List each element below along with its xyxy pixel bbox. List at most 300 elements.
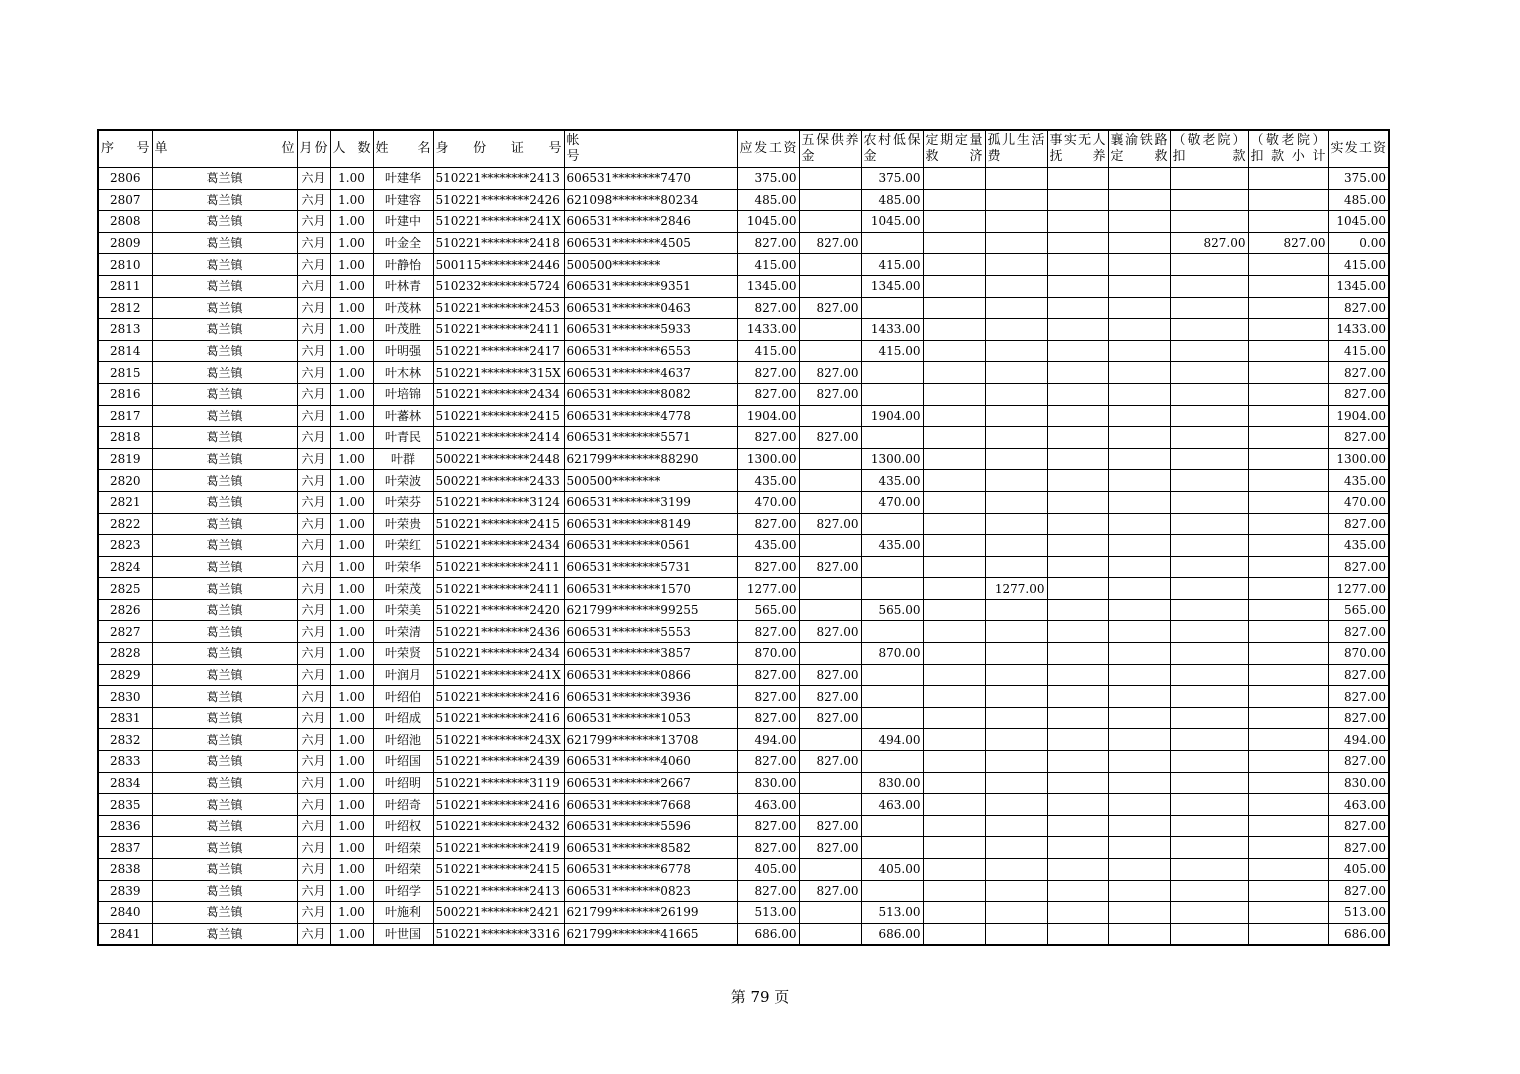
table-cell: 1.00 [330, 923, 373, 945]
table-cell [1170, 815, 1248, 837]
table-cell: 405.00 [861, 859, 923, 881]
table-cell [1108, 621, 1170, 643]
table-cell: 葛兰镇 [152, 383, 297, 405]
table-cell [985, 664, 1047, 686]
table-cell: 六月 [297, 837, 330, 859]
table-cell: 827.00 [799, 707, 861, 729]
table-cell: 2816 [98, 383, 152, 405]
table-cell: 2825 [98, 578, 152, 600]
table-cell: 2824 [98, 556, 152, 578]
table-cell: 葛兰镇 [152, 427, 297, 449]
table-cell: 500221********2421 [433, 902, 564, 924]
table-cell [985, 232, 1047, 254]
table-cell: 513.00 [861, 902, 923, 924]
table-cell [923, 513, 985, 535]
table-cell: 叶青民 [373, 427, 433, 449]
column-header: 帐 号 [564, 130, 737, 168]
table-cell [1170, 599, 1248, 621]
table-cell: 415.00 [737, 254, 799, 276]
table-cell [985, 880, 1047, 902]
table-cell: 1045.00 [1328, 211, 1389, 233]
table-cell [1248, 535, 1328, 557]
table-cell [985, 211, 1047, 233]
table-cell: 1.00 [330, 578, 373, 600]
table-cell [1170, 297, 1248, 319]
table-row [98, 621, 1389, 643]
table-cell [1047, 837, 1108, 859]
table-cell: 六月 [297, 232, 330, 254]
table-cell: 827.00 [799, 815, 861, 837]
table-cell: 510221********2413 [433, 168, 564, 190]
table-cell [1248, 621, 1328, 643]
table-cell: 405.00 [737, 859, 799, 881]
table-cell [799, 902, 861, 924]
table-cell [1108, 556, 1170, 578]
table-cell [985, 362, 1047, 384]
table-cell: 827.00 [1328, 751, 1389, 773]
table-cell [1248, 923, 1328, 945]
table-cell: 六月 [297, 772, 330, 794]
table-cell [1248, 751, 1328, 773]
table-cell [861, 427, 923, 449]
table-cell: 2811 [98, 275, 152, 297]
table-cell: 1.00 [330, 470, 373, 492]
table-cell: 叶蕃林 [373, 405, 433, 427]
table-cell: 827.00 [1328, 837, 1389, 859]
table-cell: 827.00 [799, 556, 861, 578]
table-cell: 1.00 [330, 902, 373, 924]
table-cell: 1904.00 [737, 405, 799, 427]
table-cell: 2828 [98, 643, 152, 665]
table-cell [1047, 578, 1108, 600]
table-cell [1170, 621, 1248, 643]
table-cell [923, 383, 985, 405]
table-cell [1047, 491, 1108, 513]
table-cell [1248, 427, 1328, 449]
table-cell: 1.00 [330, 664, 373, 686]
table-cell: 葛兰镇 [152, 405, 297, 427]
table-cell: 叶荣贵 [373, 513, 433, 535]
table-cell: 565.00 [737, 599, 799, 621]
table-cell [799, 211, 861, 233]
table-cell [799, 729, 861, 751]
table-cell: 叶绍奇 [373, 794, 433, 816]
table-row [98, 340, 1389, 362]
table-cell: 500500******** [564, 254, 737, 276]
table-cell: 510221********2439 [433, 751, 564, 773]
table-cell: 621799********88290 [564, 448, 737, 470]
table-cell: 510221********2416 [433, 707, 564, 729]
table-cell [1108, 837, 1170, 859]
table-cell: 827.00 [737, 362, 799, 384]
table-cell [985, 189, 1047, 211]
table-cell [985, 470, 1047, 492]
table-cell: 葛兰镇 [152, 815, 297, 837]
table-cell: 435.00 [1328, 535, 1389, 557]
table-cell [985, 729, 1047, 751]
table-cell: 510221********2416 [433, 686, 564, 708]
table-cell [861, 815, 923, 837]
table-cell: 375.00 [737, 168, 799, 190]
table-cell: 1904.00 [861, 405, 923, 427]
table-cell: 606531********6778 [564, 859, 737, 881]
table-cell: 葛兰镇 [152, 168, 297, 190]
table-cell: 606531********0823 [564, 880, 737, 902]
table-cell: 2813 [98, 319, 152, 341]
table-cell [1047, 362, 1108, 384]
table-cell [1047, 772, 1108, 794]
table-cell: 2836 [98, 815, 152, 837]
table-cell [1248, 686, 1328, 708]
table-cell: 1.00 [330, 513, 373, 535]
table-cell: 1045.00 [861, 211, 923, 233]
table-cell [1248, 729, 1328, 751]
table-cell [1248, 707, 1328, 729]
table-row [98, 794, 1389, 816]
table-cell [1047, 513, 1108, 535]
table-cell [1170, 470, 1248, 492]
table-cell: 870.00 [861, 643, 923, 665]
table-cell: 827.00 [799, 362, 861, 384]
table-cell: 六月 [297, 556, 330, 578]
table-cell [1170, 427, 1248, 449]
table-row [98, 168, 1389, 190]
table-cell [923, 902, 985, 924]
table-cell: 叶建容 [373, 189, 433, 211]
table-cell: 叶绍学 [373, 880, 433, 902]
table-cell: 463.00 [1328, 794, 1389, 816]
table-cell: 827.00 [1328, 686, 1389, 708]
table-cell: 叶群 [373, 448, 433, 470]
table-row [98, 427, 1389, 449]
table-cell [923, 448, 985, 470]
table-cell [861, 880, 923, 902]
table-cell [1047, 729, 1108, 751]
table-cell [799, 470, 861, 492]
welfare-payment-table [97, 129, 1390, 946]
table-cell: 415.00 [1328, 254, 1389, 276]
table-cell: 2806 [98, 168, 152, 190]
table-cell: 686.00 [737, 923, 799, 945]
table-cell [985, 340, 1047, 362]
table-cell: 六月 [297, 686, 330, 708]
table-cell [923, 707, 985, 729]
table-cell: 606531********5933 [564, 319, 737, 341]
column-header: 姓 名 [373, 130, 433, 168]
table-cell: 1.00 [330, 794, 373, 816]
table-row [98, 643, 1389, 665]
table-cell [799, 448, 861, 470]
table-cell [923, 772, 985, 794]
table-cell: 六月 [297, 729, 330, 751]
table-cell [1047, 923, 1108, 945]
table-cell: 葛兰镇 [152, 513, 297, 535]
table-row [98, 664, 1389, 686]
table-cell: 1.00 [330, 189, 373, 211]
table-cell: 1300.00 [1328, 448, 1389, 470]
table-cell [923, 470, 985, 492]
table-cell [799, 168, 861, 190]
table-cell [985, 923, 1047, 945]
table-cell: 827.00 [737, 427, 799, 449]
table-cell [923, 340, 985, 362]
table-cell: 375.00 [861, 168, 923, 190]
table-cell: 435.00 [861, 470, 923, 492]
table-cell: 565.00 [861, 599, 923, 621]
table-cell: 葛兰镇 [152, 751, 297, 773]
table-cell: 2814 [98, 340, 152, 362]
table-cell: 1.00 [330, 319, 373, 341]
table-cell: 六月 [297, 794, 330, 816]
table-cell: 葛兰镇 [152, 470, 297, 492]
table-cell [1047, 859, 1108, 881]
table-cell [1108, 340, 1170, 362]
table-cell: 606531********0561 [564, 535, 737, 557]
table-cell: 827.00 [737, 815, 799, 837]
table-cell [1248, 556, 1328, 578]
table-cell: 1.00 [330, 232, 373, 254]
table-cell [1108, 427, 1170, 449]
table-cell [1248, 254, 1328, 276]
table-cell: 621799********99255 [564, 599, 737, 621]
table-cell: 六月 [297, 513, 330, 535]
table-cell [923, 751, 985, 773]
table-cell: 510221********2411 [433, 319, 564, 341]
table-row [98, 815, 1389, 837]
table-cell: 827.00 [799, 427, 861, 449]
table-cell [923, 556, 985, 578]
table-cell [1248, 902, 1328, 924]
table-cell: 415.00 [861, 254, 923, 276]
table-cell: 六月 [297, 923, 330, 945]
table-cell: 叶林青 [373, 275, 433, 297]
table-cell: 叶荣贤 [373, 643, 433, 665]
table-cell [1108, 880, 1170, 902]
table-cell: 叶施利 [373, 902, 433, 924]
table-cell [985, 643, 1047, 665]
table-cell: 827.00 [737, 664, 799, 686]
table-cell: 叶世国 [373, 923, 433, 945]
table-cell: 870.00 [737, 643, 799, 665]
table-cell: 1.00 [330, 427, 373, 449]
table-cell: 606531********7470 [564, 168, 737, 190]
table-cell: 2829 [98, 664, 152, 686]
table-cell: 六月 [297, 751, 330, 773]
table-cell: 606531********3199 [564, 491, 737, 513]
column-header: 孤儿生活费 [985, 130, 1047, 168]
table-cell [1170, 707, 1248, 729]
table-cell: 827.00 [799, 621, 861, 643]
table-cell [1108, 405, 1170, 427]
table-cell [1108, 815, 1170, 837]
table-cell: 827.00 [1328, 427, 1389, 449]
table-cell [1248, 405, 1328, 427]
table-cell: 1.00 [330, 168, 373, 190]
table-cell: 六月 [297, 535, 330, 557]
table-cell [1047, 535, 1108, 557]
table-cell: 827.00 [737, 513, 799, 535]
table-cell: 2818 [98, 427, 152, 449]
table-cell: 六月 [297, 664, 330, 686]
table-cell: 叶培锦 [373, 383, 433, 405]
table-cell: 叶荣波 [373, 470, 433, 492]
table-cell [1108, 513, 1170, 535]
table-cell: 1.00 [330, 880, 373, 902]
table-cell [861, 751, 923, 773]
table-cell [923, 859, 985, 881]
table-cell [1170, 211, 1248, 233]
table-cell: 叶润月 [373, 664, 433, 686]
table-cell: 葛兰镇 [152, 275, 297, 297]
table-cell: 2820 [98, 470, 152, 492]
table-cell: 827.00 [737, 297, 799, 319]
table-cell: 510221********3124 [433, 491, 564, 513]
table-cell: 827.00 [1328, 362, 1389, 384]
table-cell: 1.00 [330, 751, 373, 773]
table-cell [861, 556, 923, 578]
table-cell [1108, 491, 1170, 513]
table-cell: 六月 [297, 621, 330, 643]
table-cell: 500221********2433 [433, 470, 564, 492]
table-cell [799, 772, 861, 794]
table-cell: 827.00 [1248, 232, 1328, 254]
table-cell: 2815 [98, 362, 152, 384]
table-cell: 494.00 [861, 729, 923, 751]
column-header: 五保供养金 [799, 130, 861, 168]
table-cell [923, 815, 985, 837]
table-cell: 六月 [297, 362, 330, 384]
table-cell [1047, 556, 1108, 578]
table-cell: 470.00 [861, 491, 923, 513]
table-cell: 1.00 [330, 362, 373, 384]
table-row [98, 448, 1389, 470]
table-cell [1047, 686, 1108, 708]
table-cell [1108, 319, 1170, 341]
table-cell [985, 599, 1047, 621]
table-cell [1170, 578, 1248, 600]
table-cell [923, 535, 985, 557]
table-cell: 2834 [98, 772, 152, 794]
table-cell [861, 297, 923, 319]
table-cell [1248, 470, 1328, 492]
table-cell: 500500******** [564, 470, 737, 492]
table-cell [861, 513, 923, 535]
page-number: 第 79 页 [730, 988, 790, 1006]
table-cell: 葛兰镇 [152, 319, 297, 341]
table-cell [985, 837, 1047, 859]
table-cell: 827.00 [1328, 664, 1389, 686]
table-cell: 葛兰镇 [152, 880, 297, 902]
table-cell: 1.00 [330, 448, 373, 470]
table-cell: 葛兰镇 [152, 923, 297, 945]
table-cell: 510221********2434 [433, 535, 564, 557]
table-cell [1047, 448, 1108, 470]
table-cell: 510221********2411 [433, 556, 564, 578]
table-cell: 葛兰镇 [152, 189, 297, 211]
table-cell: 2838 [98, 859, 152, 881]
table-cell [1248, 880, 1328, 902]
table-cell [799, 859, 861, 881]
table-cell [799, 923, 861, 945]
table-cell [799, 319, 861, 341]
table-cell: 2835 [98, 794, 152, 816]
table-cell [1047, 297, 1108, 319]
column-header: 农村低保金 [861, 130, 923, 168]
table-cell: 510221********2419 [433, 837, 564, 859]
table-cell: 葛兰镇 [152, 707, 297, 729]
table-cell [1047, 340, 1108, 362]
table-cell [923, 923, 985, 945]
table-cell: 叶荣华 [373, 556, 433, 578]
table-cell: 2807 [98, 189, 152, 211]
table-cell: 827.00 [1170, 232, 1248, 254]
table-cell [1248, 664, 1328, 686]
table-cell: 510221********2436 [433, 621, 564, 643]
table-cell [1108, 664, 1170, 686]
table-row [98, 383, 1389, 405]
table-cell: 606531********9351 [564, 275, 737, 297]
table-row [98, 707, 1389, 729]
column-header: 人 数 [330, 130, 373, 168]
table-cell: 606531********0866 [564, 664, 737, 686]
column-header: 定期定量救济 [923, 130, 985, 168]
table-cell [1170, 859, 1248, 881]
table-cell [985, 686, 1047, 708]
table-cell: 510232********5724 [433, 275, 564, 297]
table-cell: 六月 [297, 427, 330, 449]
table-cell [1047, 405, 1108, 427]
table-cell [1170, 923, 1248, 945]
table-cell [1047, 383, 1108, 405]
table-cell: 510221********241X [433, 664, 564, 686]
table-cell: 827.00 [737, 686, 799, 708]
table-cell [799, 794, 861, 816]
table-cell: 606531********7668 [564, 794, 737, 816]
table-row [98, 751, 1389, 773]
table-row [98, 578, 1389, 600]
table-cell: 葛兰镇 [152, 578, 297, 600]
table-cell: 2822 [98, 513, 152, 535]
table-row [98, 491, 1389, 513]
table-cell: 2831 [98, 707, 152, 729]
table-cell [1108, 794, 1170, 816]
table-row [98, 513, 1389, 535]
table-cell [1047, 427, 1108, 449]
table-cell [1108, 275, 1170, 297]
table-cell: 六月 [297, 254, 330, 276]
column-header: （敬老院）扣款小计 [1248, 130, 1328, 168]
table-cell: 510221********2420 [433, 599, 564, 621]
table-cell: 606531********8082 [564, 383, 737, 405]
table-cell: 435.00 [1328, 470, 1389, 492]
table-cell [923, 664, 985, 686]
table-cell: 606531********3857 [564, 643, 737, 665]
table-cell [1248, 599, 1328, 621]
table-cell [1170, 664, 1248, 686]
table-cell [1170, 448, 1248, 470]
table-cell: 叶建中 [373, 211, 433, 233]
table-cell: 827.00 [799, 837, 861, 859]
table-cell [985, 621, 1047, 643]
table-cell [923, 427, 985, 449]
table-cell: 2823 [98, 535, 152, 557]
table-row [98, 859, 1389, 881]
table-cell: 827.00 [799, 383, 861, 405]
table-cell [1108, 686, 1170, 708]
table-cell [1248, 189, 1328, 211]
table-cell [985, 383, 1047, 405]
table-cell [861, 686, 923, 708]
